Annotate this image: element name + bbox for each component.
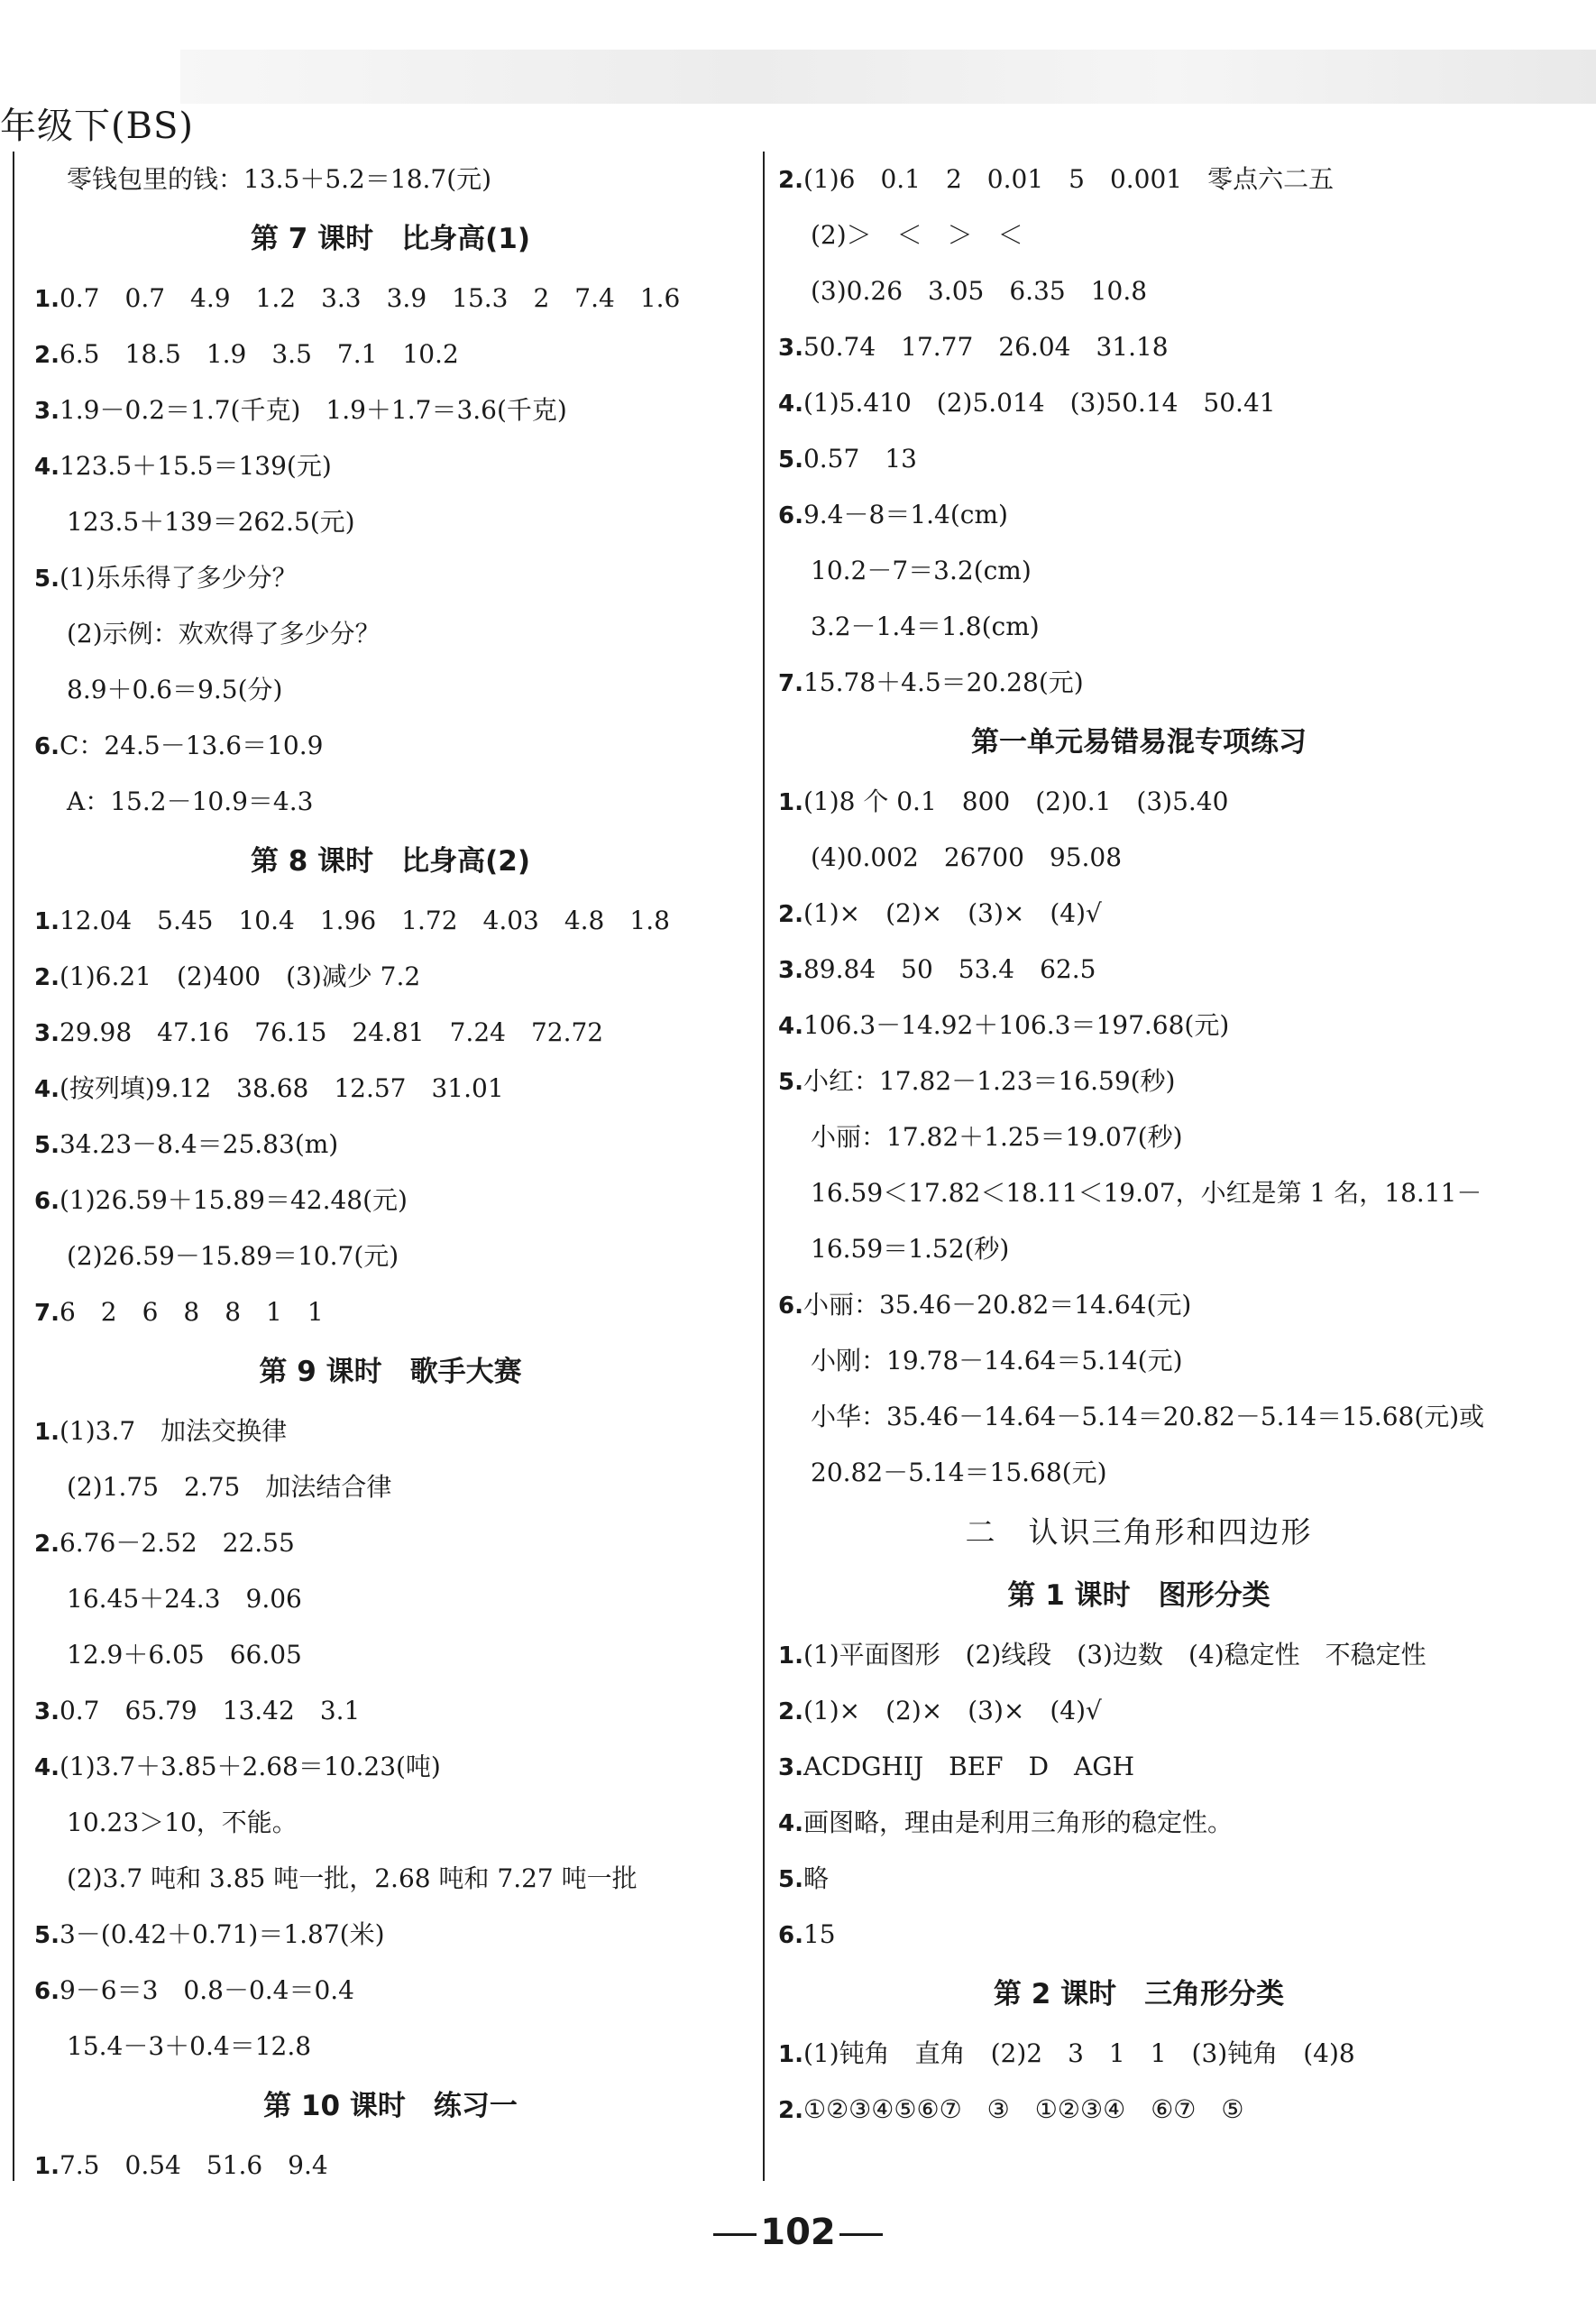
answer-line [34, 1515, 747, 1571]
answer-line [778, 1851, 1500, 1907]
answer-text: C：24.5－13.6＝10.9 [59, 731, 324, 760]
left-column [34, 152, 747, 2194]
section-heading [778, 1564, 1500, 1627]
answer-text: (1)钝角 直角 (2)2 3 1 1 (3)钝角 (4)8 [803, 2038, 1355, 2068]
answer-text: (2)26.59－15.89＝10.7(元) [67, 1241, 399, 1271]
answer-text: 16.59＜17.82＜18.11＜19.07，小红是第 1 名，18.11－ [811, 1178, 1482, 1208]
question-number: 5. [778, 446, 803, 474]
answer-text: (1)3.7 加法交换律 [59, 1416, 288, 1446]
answer-text: 小红：17.82－1.23＝16.59(秒) [803, 1066, 1176, 1096]
question-number: 4. [34, 454, 60, 481]
answer-line [34, 494, 747, 550]
section-heading [34, 207, 747, 271]
section-heading [34, 830, 747, 893]
answer-line [34, 718, 747, 774]
answer-text: 10.23＞10，不能。 [67, 1808, 298, 1837]
question-number: 4. [34, 1754, 60, 1781]
answer-text: 6.5 18.5 1.9 3.5 7.1 10.2 [59, 339, 459, 369]
answer-line [34, 1459, 747, 1515]
question-number: 5. [778, 1866, 803, 1893]
answer-text: ①②③④⑤⑥⑦ ③ ①②③④ ⑥⑦ ⑤ [803, 2094, 1244, 2124]
answer-line [34, 1907, 747, 1963]
answer-text: (1)5.410 (2)5.014 (3)50.14 50.41 [803, 388, 1276, 418]
answer-line [778, 830, 1500, 886]
question-number: 6. [34, 733, 60, 760]
answer-text: 0.7 65.79 13.42 3.1 [59, 1696, 361, 1725]
question-number: 1. [34, 2153, 60, 2180]
question-number: 3. [778, 957, 803, 984]
answer-line [34, 774, 747, 830]
question-number: 6. [778, 502, 803, 529]
answer-line [778, 1221, 1500, 1277]
question-number: 4. [778, 1013, 803, 1040]
answer-text: 16.45＋24.3 9.06 [67, 1584, 302, 1614]
answer-text: 0.7 0.7 4.9 1.2 3.3 3.9 15.3 2 7.4 1.6 [59, 283, 681, 313]
answer-line [778, 1445, 1500, 1501]
answer-line [34, 1795, 747, 1851]
answer-text: 3.2－1.4＝1.8(cm) [811, 612, 1040, 641]
answer-line [778, 655, 1500, 711]
question-number: 4. [778, 391, 803, 418]
column-divider [763, 152, 765, 2181]
question-number: 5. [34, 566, 60, 593]
answer-text: 123.5＋15.5＝139(元) [59, 451, 332, 481]
answer-text: 小华：35.46－14.64－5.14＝20.82－5.14＝15.68(元)或 [811, 1402, 1485, 1431]
answer-text: 小丽：35.46－20.82＝14.64(元) [803, 1290, 1192, 1320]
answer-text: 8.9＋0.6＝9.5(分) [67, 675, 283, 704]
answer-line [34, 327, 747, 382]
answer-line [34, 1683, 747, 1739]
answer-text: 123.5＋139＝262.5(元) [67, 507, 355, 537]
answer-text: (1)× (2)× (3)× (4)√ [803, 1696, 1102, 1725]
answer-line [34, 1228, 747, 1284]
question-number: 5. [778, 1069, 803, 1096]
question-number: 3. [34, 1020, 60, 1047]
answer-line [34, 550, 747, 606]
answer-line [34, 1403, 747, 1459]
answer-line [34, 271, 747, 327]
question-number: 1. [34, 908, 60, 935]
answer-line [34, 1739, 747, 1795]
answer-line [778, 152, 1500, 207]
question-number: 7. [778, 670, 803, 697]
heading-text: 第 2 课时 三角形分类 [993, 1978, 1285, 2010]
page-number-text: 102 [760, 2212, 836, 2253]
answer-text: (4)0.002 26700 95.08 [811, 842, 1123, 872]
answer-text: (1)8 个 0.1 800 (2)0.1 (3)5.40 [803, 787, 1229, 816]
answer-text: (1)× (2)× (3)× (4)√ [803, 898, 1102, 928]
question-number: 4. [34, 1076, 60, 1103]
answer-text: 画图略，理由是利用三角形的稳定性。 [803, 1808, 1233, 1837]
answer-line [778, 1627, 1500, 1683]
question-number: 1. [778, 1642, 803, 1670]
answer-line [778, 1053, 1500, 1109]
answer-text: 7.5 0.54 51.6 9.4 [59, 2150, 328, 2180]
answer-text: (2)＞ ＜ ＞ ＜ [811, 220, 1023, 250]
answer-text: A：15.2－10.9＝4.3 [67, 787, 314, 816]
answer-line [778, 1165, 1500, 1221]
question-number: 2. [778, 901, 803, 928]
question-number: 1. [34, 286, 60, 313]
answer-line [778, 1277, 1500, 1333]
answer-text: (按列填)9.12 38.68 12.57 31.01 [59, 1073, 504, 1103]
heading-text: 第 10 课时 练习一 [263, 2090, 518, 2122]
answer-text: 零钱包里的钱：13.5＋5.2＝18.7(元) [67, 164, 492, 194]
answer-line [34, 152, 747, 207]
answer-text: (2)3.7 吨和 3.85 吨一批，2.68 吨和 7.27 吨一批 [67, 1863, 637, 1893]
answer-line [778, 886, 1500, 942]
heading-text: 第一单元易错易混专项练习 [971, 726, 1307, 759]
heading-text: 第 9 课时 歌手大赛 [259, 1356, 522, 1388]
answer-text: 3－(0.42＋0.71)＝1.87(米) [59, 1919, 385, 1949]
answer-text: (3)0.26 3.05 6.35 10.8 [811, 276, 1148, 306]
answer-text: 106.3－14.92＋106.3＝197.68(元) [803, 1010, 1230, 1040]
answer-text: (1)3.7＋3.85＋2.68＝10.23(吨) [59, 1752, 441, 1781]
unit-title [778, 1501, 1500, 1564]
question-number: 2. [778, 167, 803, 194]
answer-text: 20.82－5.14＝15.68(元) [811, 1458, 1107, 1487]
header-band [180, 50, 1596, 104]
page-number-dash-right [839, 2233, 883, 2236]
answer-text: 15.78＋4.5＝20.28(元) [803, 667, 1084, 697]
answer-line [34, 1284, 747, 1340]
answer-line [778, 1389, 1500, 1445]
answer-text: 小丽：17.82＋1.25＝19.07(秒) [811, 1122, 1183, 1152]
section-heading [34, 2075, 747, 2138]
answer-line [778, 1907, 1500, 1963]
answer-text: (2)示例：欢欢得了多少分？ [67, 619, 381, 649]
answer-text: 16.59＝1.52(秒) [811, 1234, 1010, 1264]
answer-line [778, 1109, 1500, 1165]
answer-text: 29.98 47.16 76.15 24.81 7.24 72.72 [59, 1017, 604, 1047]
question-number: 6. [34, 1188, 60, 1215]
section-heading [778, 711, 1500, 774]
answer-line [34, 1117, 747, 1173]
page-number [0, 2212, 1596, 2253]
answer-text: 89.84 50 53.4 62.5 [803, 954, 1096, 984]
question-number: 1. [778, 789, 803, 816]
heading-text: 第 1 课时 图形分类 [1007, 1579, 1270, 1612]
heading-text: 第 7 课时 比身高(1) [250, 223, 531, 255]
answer-text: 6 2 6 8 8 1 1 [59, 1297, 324, 1327]
answer-line [778, 263, 1500, 319]
answer-line [778, 1739, 1500, 1795]
answer-line [778, 774, 1500, 830]
answer-text: 6.76－2.52 22.55 [59, 1528, 295, 1558]
answer-line [34, 1963, 747, 2019]
question-number: 2. [34, 1531, 60, 1558]
question-number: 2. [778, 1698, 803, 1725]
answer-text: (1)平面图形 (2)线段 (3)边数 (4)稳定性 不稳定性 [803, 1640, 1426, 1670]
section-heading [778, 1963, 1500, 2026]
answer-text: 50.74 17.77 26.04 31.18 [803, 332, 1169, 362]
answer-text: 15.4－3＋0.4＝12.8 [67, 2031, 312, 2061]
right-column [778, 152, 1500, 2138]
page-number-dash-left [713, 2233, 757, 2236]
question-number: 7. [34, 1300, 60, 1327]
heading-text: 第 8 课时 比身高(2) [250, 845, 531, 878]
answer-line [34, 438, 747, 494]
answer-line [778, 998, 1500, 1053]
question-number: 6. [778, 1922, 803, 1949]
question-number: 5. [34, 1922, 60, 1949]
answer-line [778, 207, 1500, 263]
answer-text: (1)6.21 (2)400 (3)减少 7.2 [59, 961, 421, 991]
answer-text: 10.2－7＝3.2(cm) [811, 556, 1032, 585]
answer-line [34, 1627, 747, 1683]
answer-line [34, 2138, 747, 2194]
answer-text: 1.9－0.2＝1.7(千克) 1.9＋1.7＝3.6(千克) [59, 395, 567, 425]
answer-line [778, 2082, 1500, 2138]
answer-line [34, 382, 747, 438]
answer-text: 34.23－8.4＝25.83(m) [59, 1129, 339, 1159]
answer-line [778, 1333, 1500, 1389]
question-number: 6. [778, 1293, 803, 1320]
question-number: 3. [778, 335, 803, 362]
answer-text: (2)1.75 2.75 加法结合律 [67, 1472, 392, 1502]
answer-line [34, 893, 747, 949]
answer-line [34, 2019, 747, 2075]
answer-line [778, 487, 1500, 543]
answer-text: 9.4－8＝1.4(cm) [803, 500, 1008, 529]
heading-text: 二 认识三角形和四边形 [965, 1514, 1313, 1550]
answer-text: ACDGHIJ BEF D AGH [803, 1752, 1135, 1781]
answer-text: 15 [803, 1919, 836, 1949]
question-number: 3. [34, 398, 60, 425]
answer-text: 12.9＋6.05 66.05 [67, 1640, 302, 1670]
answer-line [778, 375, 1500, 431]
question-number: 2. [34, 964, 60, 991]
question-number: 6. [34, 1978, 60, 2005]
answer-text: 9－6＝3 0.8－0.4＝0.4 [59, 1975, 355, 2005]
answer-line [34, 1005, 747, 1061]
answer-line [778, 942, 1500, 998]
answer-line [34, 606, 747, 662]
answer-line [34, 1061, 747, 1117]
answer-line [778, 543, 1500, 599]
question-number: 4. [778, 1810, 803, 1837]
answer-line [34, 662, 747, 718]
question-number: 1. [778, 2041, 803, 2068]
page-header: 年级下(BS) [0, 106, 195, 147]
answer-text: 12.04 5.45 10.4 1.96 1.72 4.03 4.8 1.8 [59, 906, 670, 935]
answer-line [34, 1571, 747, 1627]
answer-line [778, 1795, 1500, 1851]
question-number: 3. [34, 1698, 60, 1725]
question-number: 5. [34, 1132, 60, 1159]
answer-text: 略 [803, 1863, 829, 1893]
answer-text: (1)6 0.1 2 0.01 5 0.001 零点六二五 [803, 164, 1335, 194]
answer-text: (1)乐乐得了多少分？ [59, 563, 298, 593]
answer-line [778, 319, 1500, 375]
answer-line [778, 2026, 1500, 2082]
answer-text: 0.57 13 [803, 444, 917, 474]
answer-line [34, 1173, 747, 1228]
question-number: 1. [34, 1419, 60, 1446]
answer-line [34, 1851, 747, 1907]
answer-line [778, 431, 1500, 487]
question-number: 2. [34, 342, 60, 369]
answer-text: 小刚：19.78－14.64＝5.14(元) [811, 1346, 1183, 1375]
question-number: 3. [778, 1754, 803, 1781]
section-heading [34, 1340, 747, 1403]
answer-text: (1)26.59＋15.89＝42.48(元) [59, 1185, 408, 1215]
question-number: 2. [778, 2097, 803, 2124]
answer-line [778, 599, 1500, 655]
left-rule [13, 152, 14, 2181]
answer-line [778, 1683, 1500, 1739]
answer-line [34, 949, 747, 1005]
